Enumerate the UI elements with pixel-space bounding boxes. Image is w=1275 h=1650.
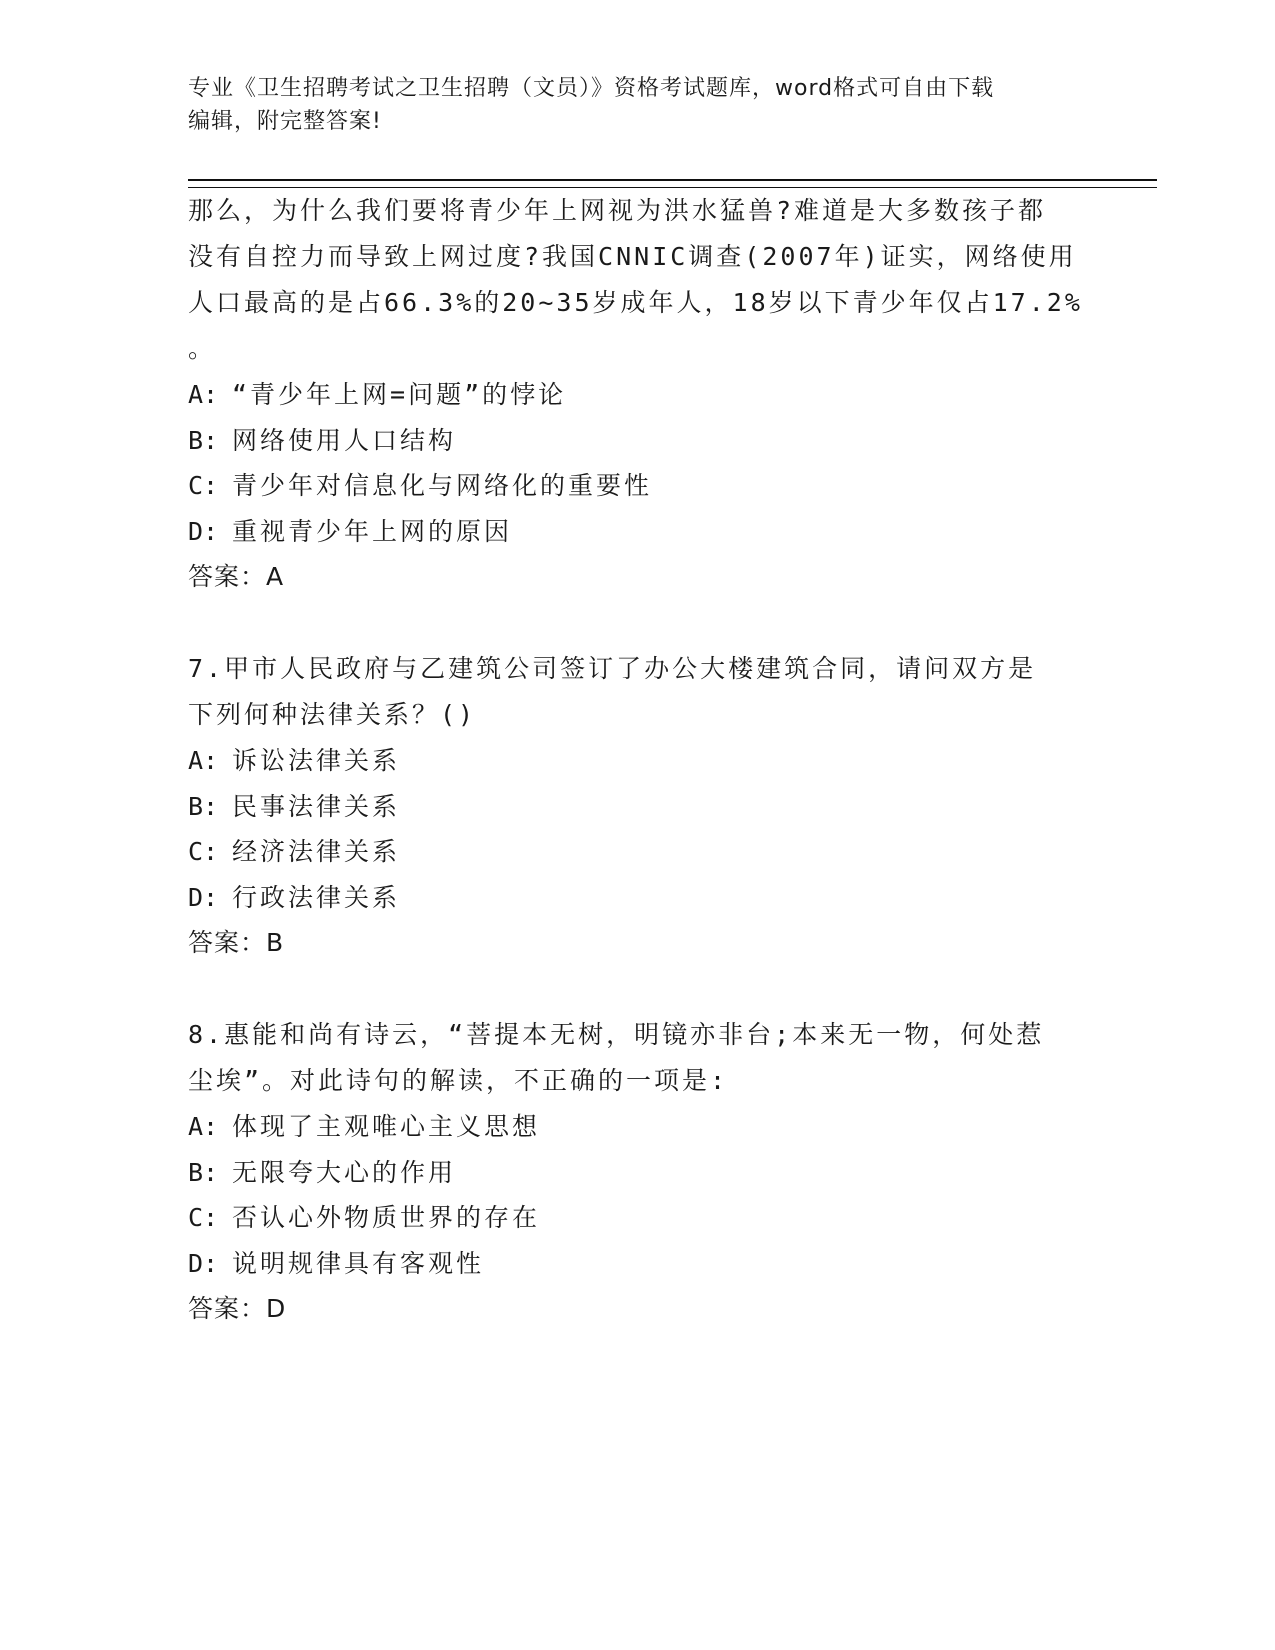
header-title-line-2: 编辑，附完整答案! — [188, 109, 382, 134]
option-letter: A: — [188, 380, 219, 409]
question-stem-line: 尘埃”。对此诗句的解读，不正确的一项是: — [188, 1066, 729, 1095]
option-text: 说明规律具有客观性 — [232, 1248, 485, 1278]
question-stem-line: 那么，为什么我们要将青少年上网视为洪水猛兽?难道是大多数孩子都 — [188, 196, 1047, 225]
option-letter: B: — [188, 425, 219, 455]
option-letter: A: — [188, 746, 219, 775]
question-stem-line: 8.惠能和尚有诗云，“菩提本无树，明镜亦非台;本来无一物，何处惹 — [188, 1020, 1045, 1049]
question-stem-line: 人口最高的是占66.3%的20~35岁成年人，18岁以下青少年仅占17.2% — [188, 288, 1083, 317]
spacer — [188, 966, 1088, 1012]
question-block — [188, 1012, 1088, 1332]
option-a — [188, 1104, 1088, 1150]
header-title-line-1: 专业《卫生招聘考试之卫生招聘（文员）》资格考试题库，word格式可自由下载 — [188, 76, 995, 101]
answer-line: 答案：B — [188, 928, 285, 957]
option-d — [188, 875, 1088, 921]
header-divider — [188, 179, 1157, 188]
option-a — [188, 372, 1088, 418]
option-letter: D: — [188, 882, 219, 912]
option-text: 重视青少年上网的原因 — [232, 516, 513, 546]
option-letter: C: — [188, 837, 219, 866]
option-text: “青少年上网=问题”的悖论 — [232, 380, 567, 409]
question-stem-line: 。 — [188, 334, 217, 363]
question-stem-line: 没有自控力而导致上网过度?我国CNNIC调查(2007年)证实，网络使用 — [188, 242, 1077, 271]
answer-line: 答案：A — [188, 562, 285, 591]
question-block — [188, 646, 1088, 966]
option-a — [188, 738, 1088, 784]
option-text: 否认心外物质世界的存在 — [232, 1203, 541, 1232]
option-b — [188, 418, 1088, 464]
document-body — [188, 188, 1088, 1332]
option-text: 经济法律关系 — [232, 837, 401, 866]
option-c — [188, 829, 1088, 875]
option-text: 无限夸大心的作用 — [232, 1157, 457, 1187]
option-letter: C: — [188, 471, 219, 500]
option-text: 行政法律关系 — [232, 882, 401, 912]
option-letter: D: — [188, 516, 219, 546]
option-b — [188, 784, 1088, 830]
option-letter: C: — [188, 1203, 219, 1232]
option-text: 青少年对信息化与网络化的重要性 — [232, 471, 653, 500]
option-text: 民事法律关系 — [232, 791, 401, 821]
question-stem-line: 下列何种法律关系？() — [188, 700, 477, 729]
option-letter: D: — [188, 1248, 219, 1278]
option-text: 诉讼法律关系 — [232, 746, 401, 775]
option-c — [188, 1195, 1088, 1241]
option-d — [188, 509, 1088, 555]
answer-line: 答案：D — [188, 1294, 287, 1323]
option-letter: B: — [188, 791, 219, 821]
option-b — [188, 1150, 1088, 1196]
option-text: 体现了主观唯心主义思想 — [232, 1112, 541, 1141]
option-letter: A: — [188, 1112, 219, 1141]
document-header — [188, 72, 1068, 138]
option-c — [188, 463, 1088, 509]
option-d — [188, 1241, 1088, 1287]
question-stem-line: 7.甲市人民政府与乙建筑公司签订了办公大楼建筑合同，请问双方是 — [188, 654, 1037, 683]
option-text: 网络使用人口结构 — [232, 425, 457, 455]
question-block — [188, 188, 1088, 600]
option-letter: B: — [188, 1157, 219, 1187]
spacer — [188, 600, 1088, 646]
